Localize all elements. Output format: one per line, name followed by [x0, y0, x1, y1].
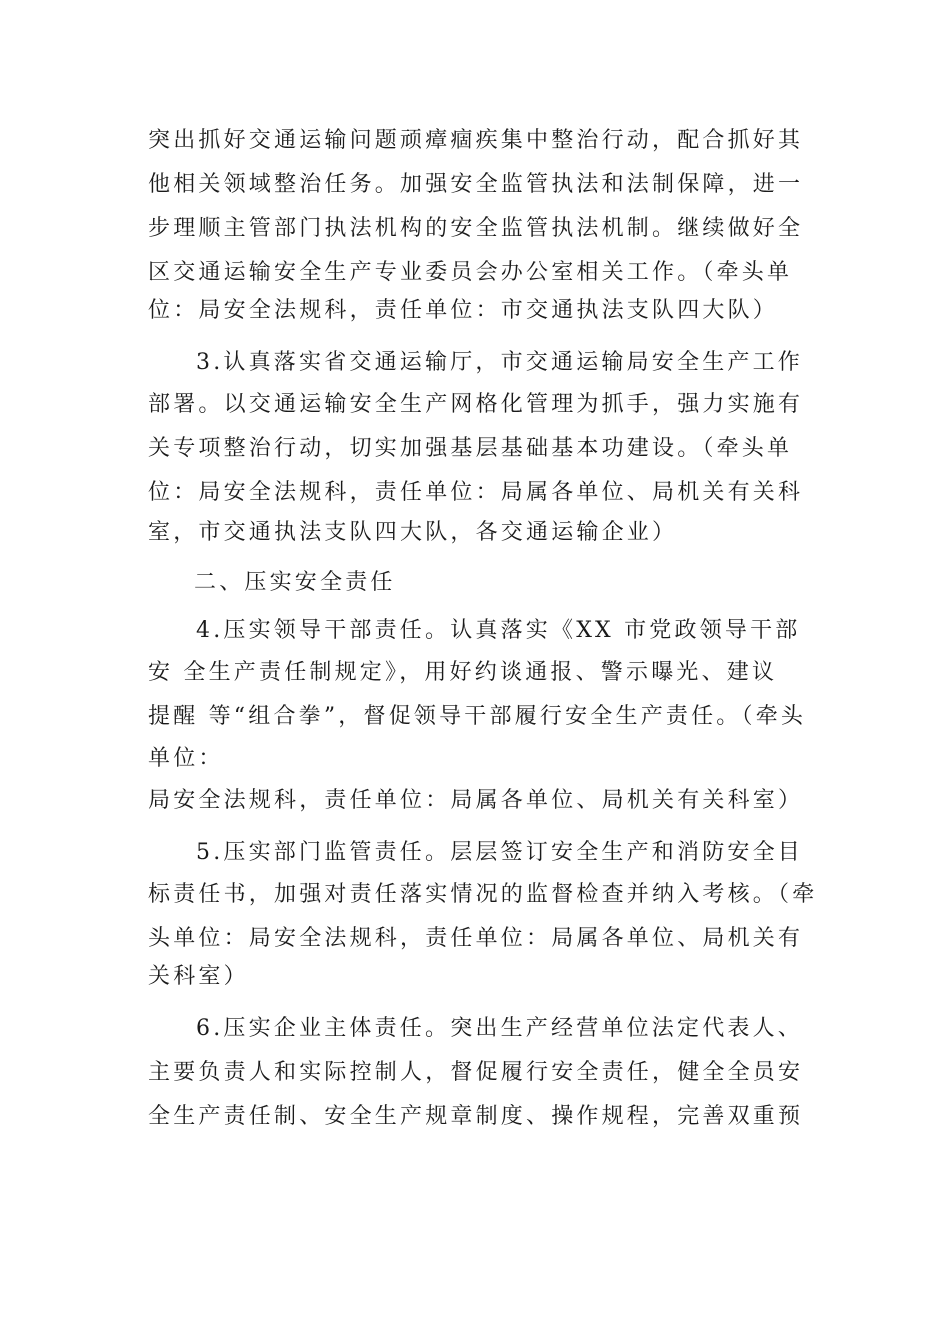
paragraph-line: 步理顺主管部门执法机构的安全监管执法机制。继续做好全	[148, 216, 804, 241]
paragraph-line: 头单位：局安全法规科，责任单位：局属各单位、局机关有	[148, 926, 804, 951]
paragraph-line: 5.压实部门监管责任。层层签订安全生产和消防安全目	[196, 840, 803, 865]
paragraph-line: 关科室）	[148, 964, 249, 989]
paragraph-line: 室，市交通执法支队四大队，各交通运输企业）	[148, 520, 678, 545]
paragraph-line: 主要负责人和实际控制人，督促履行安全责任，健全全员安	[148, 1060, 804, 1085]
paragraph-line: 安 全生产责任制规定》，用好约谈通报、警示曝光、建议	[148, 660, 778, 685]
paragraph-line: 区交通运输安全生产专业委员会办公室相关工作。（牵头单	[148, 260, 793, 285]
section-heading: 二、压实安全责任	[194, 570, 396, 595]
paragraph-line: 3.认真落实省交通运输厅，市交通运输局安全生产工作	[196, 350, 803, 375]
paragraph-line: 标责任书，加强对责任落实情况的监督检查并纳入考核。（牵	[148, 882, 818, 907]
paragraph-line: 6.压实企业主体责任。突出生产经营单位法定代表人、	[196, 1016, 803, 1041]
paragraph-line: 位：局安全法规科，责任单位：市交通执法支队四大队）	[148, 298, 779, 323]
paragraph-line: 突出抓好交通运输问题顽瘴痼疾集中整治行动，配合抓好其	[148, 128, 804, 153]
paragraph-line: 提醒 等“组合拳”，督促领导干部履行安全生产责任。（牵头	[148, 704, 807, 729]
paragraph-line: 全生产责任制、安全生产规章制度、操作规程，完善双重预	[148, 1104, 804, 1129]
paragraph-line: 单位：	[148, 746, 224, 771]
paragraph-line: 局安全法规科，责任单位：局属各单位、局机关有关科室）	[148, 788, 804, 813]
paragraph-line: 关专项整治行动，切实加强基层基础基本功建设。（牵头单	[148, 436, 793, 461]
paragraph-line: 他相关领域整治任务。加强安全监管执法和法制保障，进一	[148, 172, 804, 197]
paragraph-line: 4.压实领导干部责任。认真落实《XX 市党政领导干部	[196, 618, 801, 643]
paragraph-line: 部署。以交通运输安全生产网格化管理为抓手，强力实施有	[148, 392, 804, 417]
paragraph-line: 位：局安全法规科，责任单位：局属各单位、局机关有关科	[148, 480, 804, 505]
